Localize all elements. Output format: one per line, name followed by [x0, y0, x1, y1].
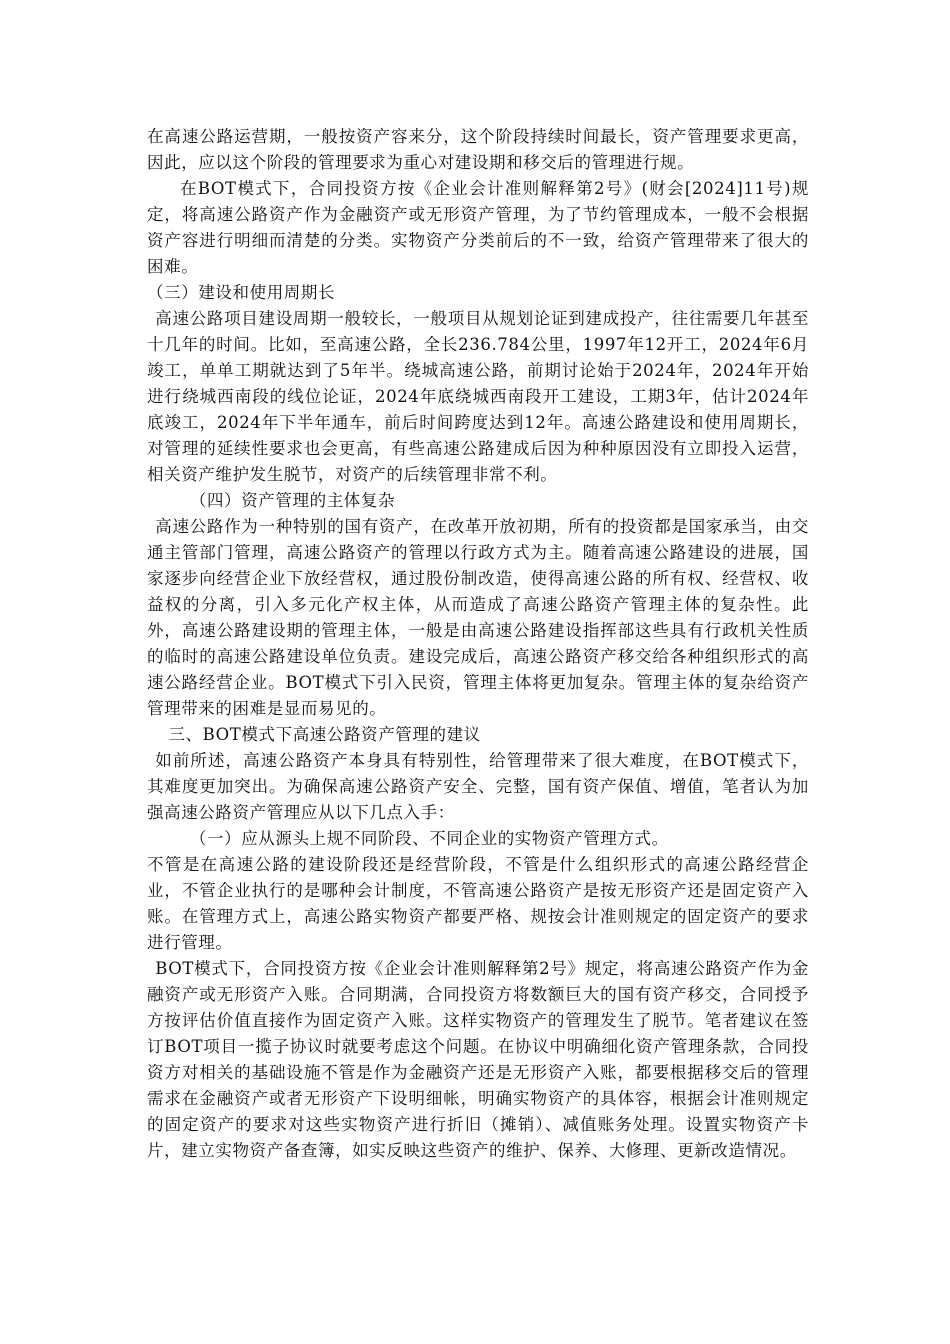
subheading-construction-cycle: （三）建设和使用周期长: [147, 283, 336, 302]
paragraph-suggestions-intro: 如前所述，高速公路资产本身具有特别性，给管理带来了很大难度，在BOT模式下，其难度更加突出。为确保高速公路资产安全、完整，国有资产保值、增值，笔者认为加强高速公路资产管理应从以下几点入手：: [147, 751, 809, 822]
document-body: [147, 124, 809, 1164]
paragraph-intro-continued: 在高速公路运营期，一般按资产容来分，这个阶段持续时间最长，资产管理要求更高，因此，应以这个阶段的管理要求为重心对建设期和移交后的管理进行规。: [147, 127, 809, 172]
subheading-suggestion-1: （一）应从源头上规不同阶段、不同企业的实物资产管理方式。: [189, 829, 669, 848]
paragraph-suggestion-1b: BOT模式下，合同投资方按《企业会计准则解释第2号》规定，将高速公路资产作为金融资产或无形资产入账。合同期满，合同投资方将数额巨大的国有资产移交，合同授予方按评估价值直接作为固定资产入账。这样实物资产的管理发生了脱节。笔者建议在签订BOT项目一揽子协议时就要考虑这个问题。在协议中明确细化资产管理条款，合同投资方对相关的基础设施不管是作为金融资产还是无形资产入账，都要根据移交后的管理需求在金融资产或者无形资产下设明细帐，明确实物资产的具体容，根据会计准则规定的固定资产的要求对这些实物资产进行折旧（摊销）、减值账务处理。设置实物资产卡片，建立实物资产备查簿，如实反映这些资产的维护、保养、大修理、更新改造情况。: [147, 959, 809, 1160]
section-heading-suggestions: 三、BOT模式下高速公路资产管理的建议: [168, 725, 481, 744]
paragraph-bot-contract: 在BOT模式下，合同投资方按《企业会计准则解释第2号》(财会[2024]11号)规定，将高速公路资产作为金融资产或无形资产管理，为了节约管理成本，一般不会根据资产容进行明细而清楚的分类。实物资产分类前后的不一致，给资产管理带来了很大的困难。: [147, 179, 809, 276]
paragraph-suggestion-1a: 不管是在高速公路的建设阶段还是经营阶段，不管是什么组织形式的高速公路经营企业，不管企业执行的是哪种会计制度，不管高速公路资产是按无形资产还是固定资产入账。在管理方式上，高速公路实物资产都要严格、规按会计准则规定的固定资产的要求进行管理。: [147, 855, 809, 952]
subheading-management-subject: （四）资产管理的主体复杂: [189, 491, 396, 510]
paragraph-management-subject: 高速公路作为一种特别的国有资产，在改革开放初期，所有的投资都是国家承当，由交通主管部门管理，高速公路资产的管理以行政方式为主。随着高速公路建设的进展，国家逐步向经营企业下放经营权，通过股份制改造，使得高速公路的所有权、经营权、收益权的分离，引入多元化产权主体，从而造成了高速公路资产管理主体的复杂性。此外，高速公路建设期的管理主体，一般是由高速公路建设指挥部这些具有行政机关性质的临时的高速公路建设单位负责。建设完成后，高速公路资产移交给各种组织形式的高速公路经营企业。BOT模式下引入民资，管理主体将更加复杂。管理主体的复杂给资产管理带来的困难是显而易见的。: [147, 517, 809, 718]
paragraph-construction-cycle: 高速公路项目建设周期一般较长，一般项目从规划论证到建成投产，往往需要几年甚至十几年的时间。比如，至高速公路，全长236.784公里，1997年12开工，2024年6月竣工，单单工期就达到了5年半。绕城高速公路，前期讨论始于2024年，2024年开始进行绕城西南段的线位论证，2024年底绕城西南段开工建设，工期3年，估计2024年底竣工，2024年下半年通车，前后时间跨度达到12年。高速公路建设和使用周期长，对管理的延续性要求也会更高，有些高速公路建成后因为种种原因没有立即投入运营，相关资产维护发生脱节，对资产的后续管理非常不利。: [147, 309, 809, 484]
